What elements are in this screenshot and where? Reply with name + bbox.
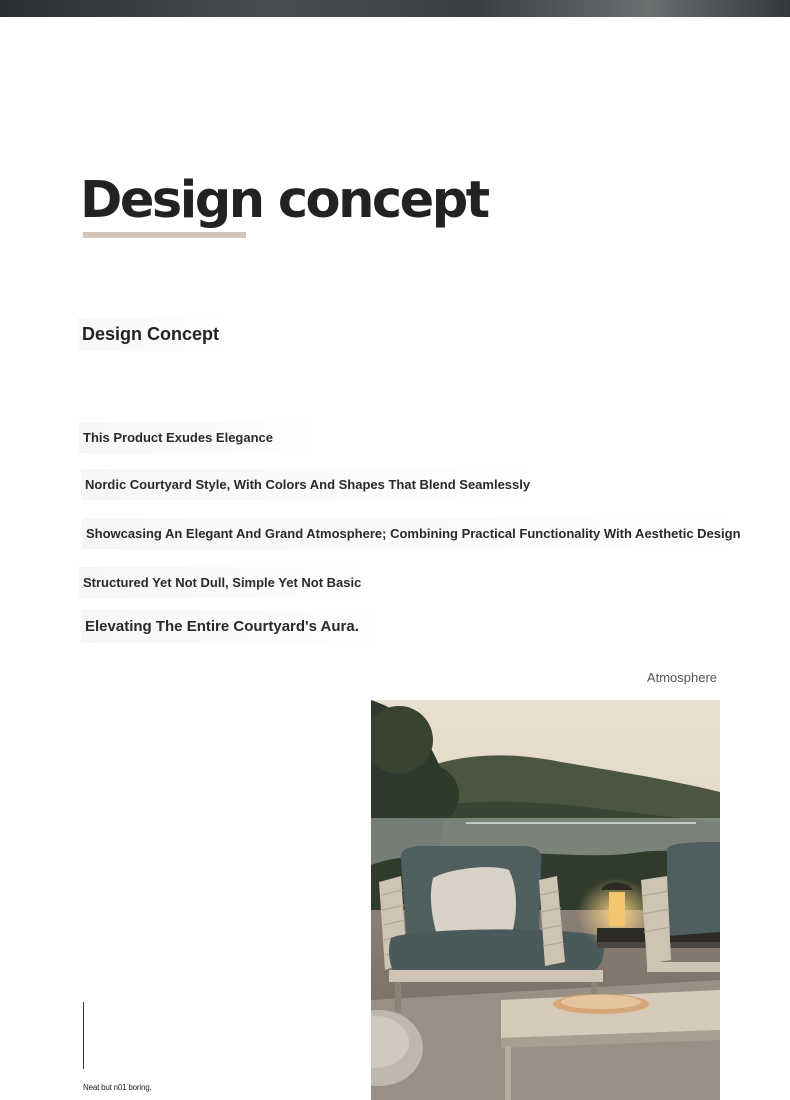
- concept-line-2: Nordic Courtyard Style, With Colors And Shapes That Blend Seamlessly: [81, 469, 534, 500]
- concept-line-4: Structured Yet Not Dull, Simple Yet Not Basic: [79, 567, 365, 598]
- concept-line-3: Showcasing An Elegant And Grand Atmosphere; Combining Practical Functionality With Aesthetic Design: [82, 518, 745, 549]
- concept-line-5: Elevating The Entire Courtyard's Aura.: [81, 610, 379, 643]
- section-subtitle: Design Concept: [78, 318, 223, 351]
- concept-line-1: This Product Exudes Elegance: [79, 422, 317, 453]
- courtyard-sofa-photo: [371, 700, 720, 1100]
- side-vertical-rule: [83, 1002, 84, 1069]
- side-note: Neat but n01 boring,: [83, 1083, 152, 1092]
- page-title: Design concept: [80, 171, 488, 230]
- top-banner-image: [0, 0, 790, 17]
- photo-caption: Atmosphere: [646, 670, 717, 685]
- title-underline: [83, 232, 246, 238]
